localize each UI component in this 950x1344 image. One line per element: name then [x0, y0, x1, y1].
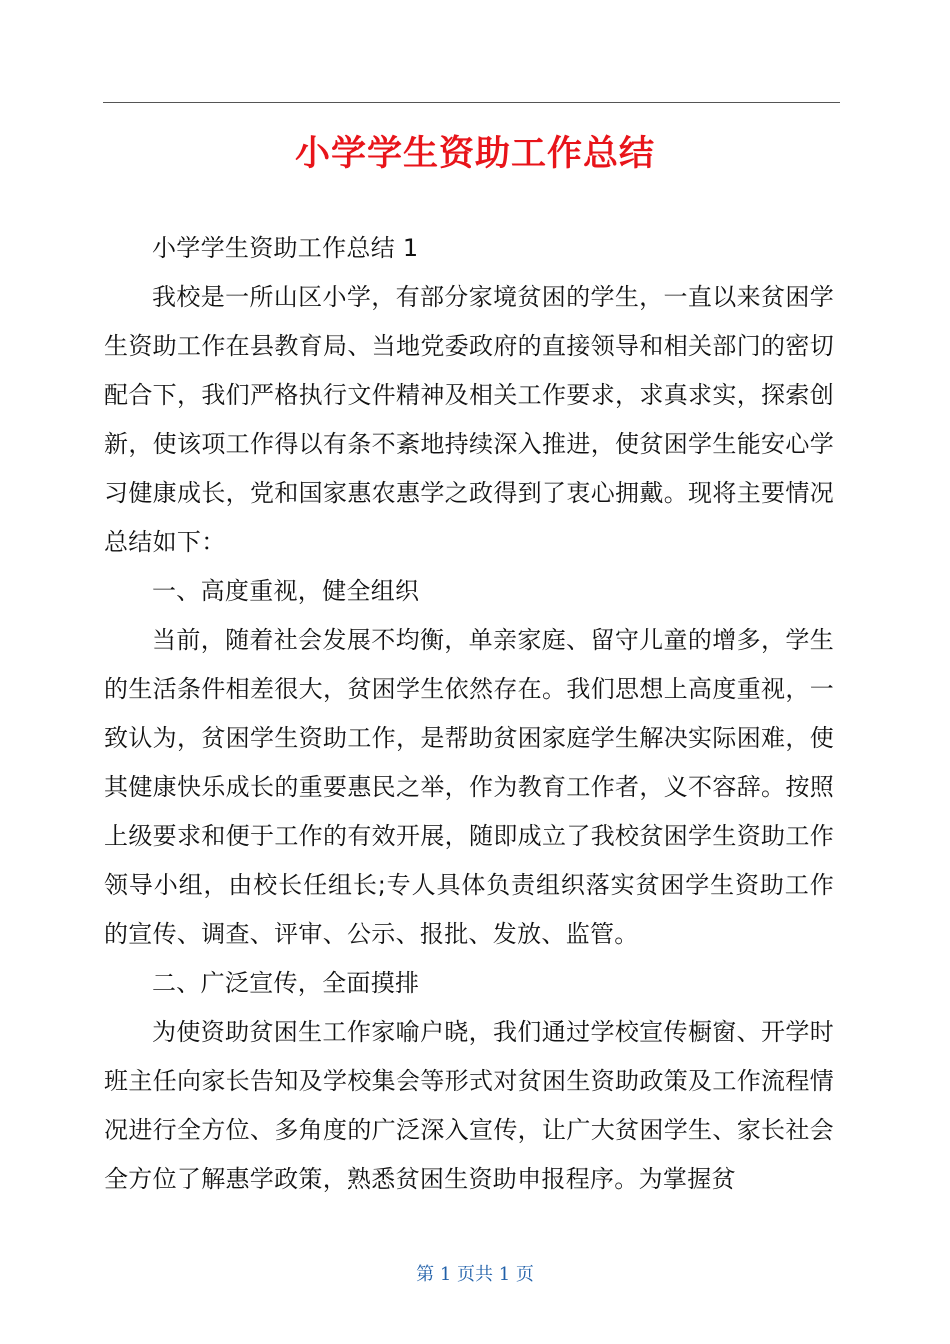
- document-title: 小学学生资助工作总结: [294, 134, 655, 175]
- subheading-2: 二、广泛宣传，全面摸排: [152, 969, 420, 997]
- subheading-1: 一、高度重视，健全组织: [152, 577, 420, 605]
- paragraph-intro: 我校是一所山区小学，有部分家境贫困的学生，一直以来贫困学生资助工作在县教育局、当地党委政府的直接领导和相关部门的密切配合下，我们严格执行文件精神及相关工作要求，求真求实，探索创新，使该项工作得以有条不紊地持续深入推进，使贫困学生能安心学习健康成长，党和国家惠农惠学之政得到了衷心拥戴。现将主要情况总结如下：: [104, 283, 834, 556]
- document-body: [104, 224, 834, 1204]
- page-number-footer: 第 1 页共 1 页: [416, 1264, 534, 1285]
- paragraph-publicity: 为使资助贫困生工作家喻户晓，我们通过学校宣传橱窗、开学时班主任向家长告知及学校集会等形式对贫困生资助政策及工作流程情况进行全方位、多角度的广泛深入宣传，让广大贫困学生、家长社会全方位了解惠学政策，熟悉贫困生资助申报程序。为掌握贫: [104, 1018, 834, 1193]
- paragraph-organization: 当前，随着社会发展不均衡，单亲家庭、留守儿童的增多，学生的生活条件相差很大，贫困学生依然存在。我们思想上高度重视，一致认为，贫困学生资助工作，是帮助贫困家庭学生解决实际困难，使其健康快乐成长的重要惠民之举，作为教育工作者，义不容辞。按照上级要求和便于工作的有效开展，随即成立了我校贫困学生资助工作领导小组，由校长任组长;专人具体负责组织落实贫困学生资助工作的宣传、调查、评审、公示、报批、发放、监管。: [104, 626, 834, 948]
- section-heading-1: 小学学生资助工作总结 1: [152, 234, 419, 262]
- header-rule: [103, 102, 840, 103]
